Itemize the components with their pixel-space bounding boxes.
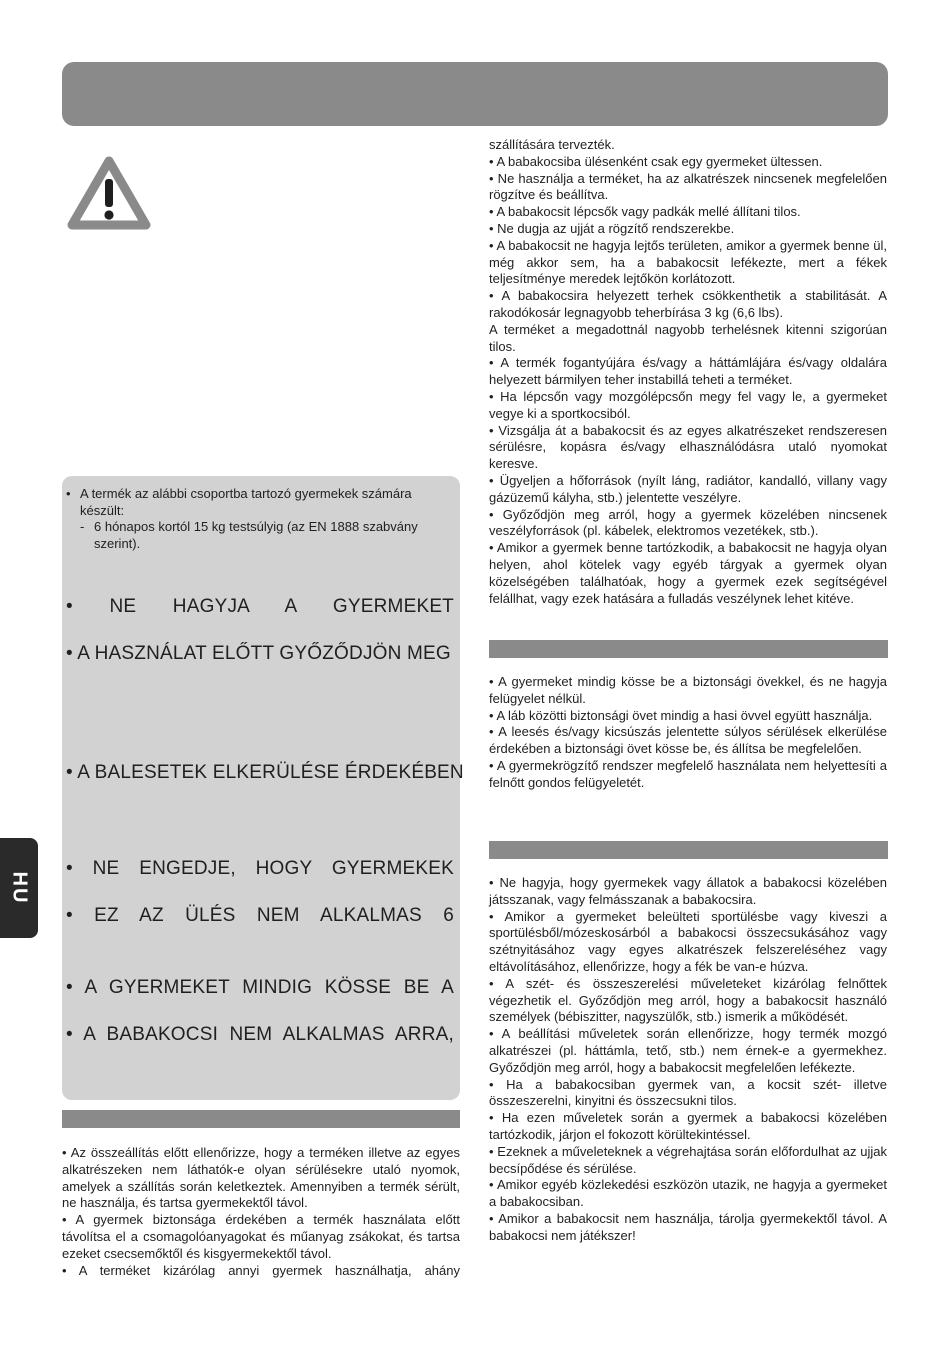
paragraph: • Győződjön meg arról, hogy a gyermek közelében nincsenek veszélyforrások (pl. kábelek, elektromos vezetékek, stb.). bbox=[489, 506, 887, 539]
warning-item: • A HASZNÁLAT ELŐTT GYŐZŐDJÖN MEG bbox=[66, 643, 451, 664]
intro-text: A termék az alábbi csoportba tartozó gyermekek számára készült: bbox=[80, 486, 412, 518]
warning-item: • NE ENGEDJE, HOGY GYERMEKEK bbox=[66, 858, 454, 879]
warning-item: • A GYERMEKET MINDIG KÖSSE BE A bbox=[66, 977, 454, 998]
language-label: HU bbox=[8, 871, 31, 905]
warning-intro: • A termék az alábbi csoportba tartozó gyermekek számára készült: - 6 hónapos kortól 15 kg testsúlyig (az EN 1888 szabvány szerint). bbox=[66, 486, 456, 552]
intro-subitem: 6 hónapos kortól 15 kg testsúlyig (az EN 1888 szabvány szerint). bbox=[94, 519, 418, 551]
paragraph: • Amikor a gyermek benne tartózkodik, a babakocsit ne hagyja olyan helyen, ahol kötelek vagy egyéb tárgyak a gyermek olyan közelségében találhatóak, hogy a gyermek ezek segítségével felállhat, vagy ezek hatására a fulladás veszélynek lehet kitéve. bbox=[489, 540, 887, 606]
warning-triangle-icon bbox=[66, 155, 152, 231]
assembly-text bbox=[62, 1145, 460, 1279]
paragraph: • A szét- és összeszerelési műveleteket kizárólag felnőttek végezhetik el. Győződjön meg arról, hogy a babakocsit használó személyek (bébiszitter, nagyszülők, stb.) ismerik a működését. bbox=[489, 975, 887, 1025]
paragraph: • Ügyeljen a hőforrások (nyílt láng, radiátor, kandalló, villany vagy gázüzemű kályha, stb.) jelentette veszélyre. bbox=[489, 472, 887, 505]
paragraph: • A babakocsira helyezett terhek csökkenthetik a stabilitását. A rakodókosár legnagyobb teherbírása 3 kg (6,6 lbs). bbox=[489, 288, 887, 320]
paragraph: • A terméket kizárólag annyi gyermek használhatja, ahány bbox=[62, 1262, 460, 1278]
paragraph: • A leesés és/vagy kicsúszás jelentette súlyos sérülések elkerülése érdekében a biztonsági övet kösse be, és állítsa be megfelelően. bbox=[489, 724, 887, 757]
paragraph: • Ne használja a terméket, ha az alkatrészek nincsenek megfelelően rögzítve és beállítva. bbox=[489, 170, 887, 203]
warning-panel bbox=[62, 476, 464, 1100]
paragraph: • Ne hagyja, hogy gyermekek vagy állatok a babakocsi közelében játsszanak, vagy felmásszanak a babakocsira. bbox=[489, 875, 887, 907]
paragraph: • Ha lépcsőn vagy mozgólépcsőn megy fel vagy le, a gyermeket vegye ki a sportkocsiból. bbox=[489, 388, 887, 421]
paragraph: • Amikor a babakocsit nem használja, tárolja gyermekektől távol. A babakocsi nem játékszer! bbox=[489, 1210, 887, 1243]
paragraph: • Vizsgálja át a babakocsit és az egyes alkatrészeket rendszeresen sérülésre, kopásra és/vagy elhasználódásra utaló nyomokat keresve. bbox=[489, 422, 887, 472]
paragraph: • A termék fogantyújára és/vagy a háttámlájára és/vagy oldalára helyezett bármilyen teher instabillá teheti a terméket. bbox=[489, 355, 887, 388]
paragraph: • A gyermek biztonsága érdekében a termék használata előtt távolítsa el a csomagolóanyagokat és műanyag zsákokat, és tartsa ezeket csecsemőktől és kisgyermekektől távol. bbox=[62, 1212, 460, 1261]
paragraph: • Ezeknek a műveleteknek a végrehajtása során előfordulhat az ujjak becsípődése és sérülése. bbox=[489, 1143, 887, 1176]
paragraph: • Ne dugja az ujját a rögzítő rendszerekbe. bbox=[489, 220, 735, 236]
paragraph: • Ha ezen műveletek során a gyermek a babakocsi közelében tartózkodik, járjon el fokozott körültekintéssel. bbox=[489, 1110, 887, 1142]
paragraph: • Amikor egyéb közlekedési eszközön utazik, ne hagyja a gyermeket a babakocsiban. bbox=[489, 1177, 887, 1210]
warning-item: • A BABAKOCSI NEM ALKALMAS ARRA, bbox=[66, 1024, 454, 1045]
paragraph: • A babakocsit lépcsők vagy padkák mellé állítani tilos. bbox=[489, 204, 801, 220]
paragraph: • A babakocsit ne hagyja lejtős területen, amikor a gyermek benne ül, még akkor sem, ha a babakocsit lefékezte, mert a fékek teljesítménye meredek lejtőkön korlátozott. bbox=[489, 237, 887, 287]
section-bar-operations bbox=[489, 841, 888, 859]
paragraph: • Az összeállítás előtt ellenőrizze, hogy a terméken illetve az egyes alkatrészeken nem láthatók-e olyan sérülésekre utaló nyomok, amelyek a szállítás során keletkeztek. Amennyiben a termék sérült, ne használja, és tartsa gyermekektől távol. bbox=[62, 1145, 460, 1211]
paragraph: • A gyermeket mindig kösse be a biztonsági övekkel, és ne hagyja felügyelet nélkül. bbox=[489, 674, 887, 706]
harness-text bbox=[489, 674, 887, 792]
paragraph: • Ha a babakocsiban gyermek van, a kocsit szét- illetve összeszerelni, kinyitni és összecsukni tilos. bbox=[489, 1076, 887, 1109]
header-bar bbox=[62, 62, 888, 126]
language-tab bbox=[0, 838, 38, 938]
section-bar-harness bbox=[489, 640, 888, 658]
paragraph: • A gyermekrögzítő rendszer megfelelő használata nem helyettesíti a felnőtt gondos felügyeletét. bbox=[489, 757, 887, 790]
paragraph: • Amikor a gyermeket beleülteti sportülésbe vagy kiveszi a sportülésből/mózeskosárból a babakocsi összecsukásához vagy szétnyitásához vagy egyes alkatrészek felszereléséhez vagy eltávolításához, ellenőrizze, hogy a fék be van-e húzva. bbox=[489, 908, 887, 974]
section-bar-assembly bbox=[62, 1110, 460, 1128]
general-safety-text bbox=[489, 137, 887, 607]
warning-item: • EZ AZ ÜLÉS NEM ALKALMAS 6 bbox=[66, 905, 454, 926]
operations-text bbox=[489, 875, 887, 1245]
warning-item: • NE HAGYJA A GYERMEKET bbox=[66, 596, 454, 617]
warning-item: • A BALESETEK ELKERÜLÉSE ÉRDEKÉBEN bbox=[66, 762, 464, 783]
paragraph: A terméket a megadottnál nagyobb terhelésnek kitenni szigorúan tilos. bbox=[489, 321, 887, 354]
paragraph: szállítására tervezték. bbox=[489, 137, 615, 152]
paragraph: • A láb közötti biztonsági övet mindig a hasi övvel együtt használja. bbox=[489, 707, 873, 723]
paragraph: • A beállítási műveletek során ellenőrizze, hogy termék mozgó alkatrészei (pl. háttámla, tető, stb.) nem érnek-e a gyermekhez. Győződjön meg arról, hogy a babakocsit megfelelően lefékezte. bbox=[489, 1026, 887, 1075]
paragraph: • A babakocsiba ülésenként csak egy gyermeket ültessen. bbox=[489, 153, 823, 169]
